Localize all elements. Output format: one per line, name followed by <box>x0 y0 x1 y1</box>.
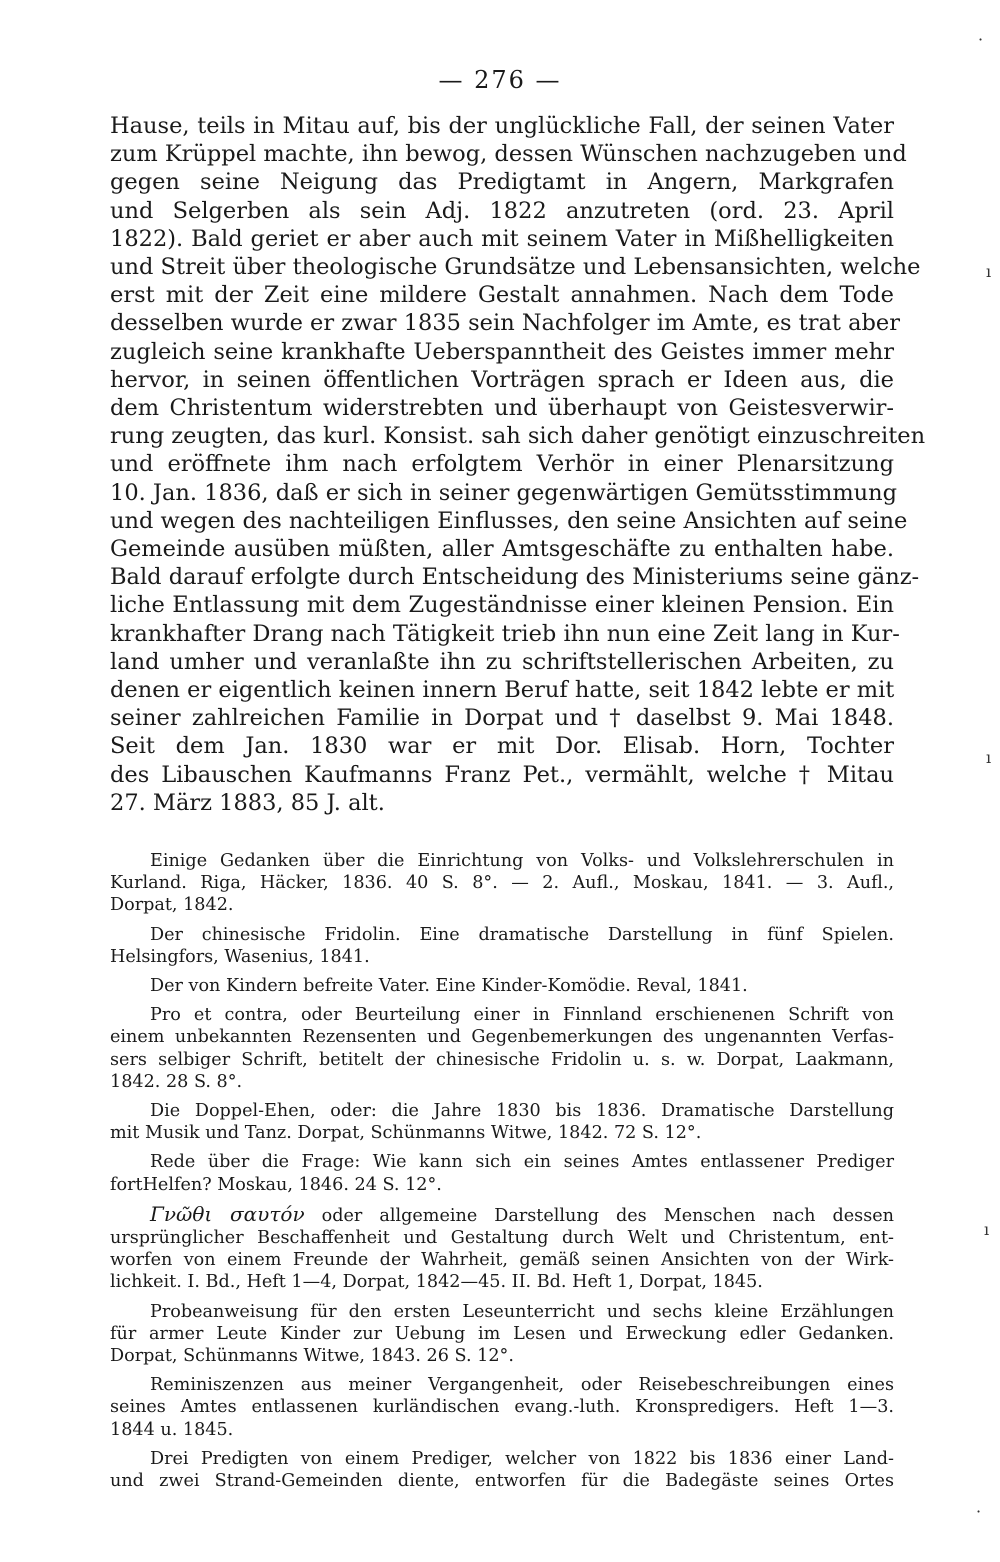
entry-line: Dorpat, 1842. <box>110 895 234 916</box>
bibliography-entry <box>110 1203 894 1294</box>
bibliography-entry <box>110 1100 894 1144</box>
entry-line: Einige Gedanken über die Einrichtung von Volks- und Volkslehrerschulen in <box>150 851 894 871</box>
text-line: desselben wurde er zwar 1835 sein Nachfolger im Amte, es trat aber <box>110 310 900 337</box>
main-text-block <box>110 112 926 817</box>
scan-mark: ı <box>984 1220 990 1239</box>
entry-line: Kurland. Riga, Häcker, 1836. 40 S. 8°. — 2. Aufl., Moskau, 1841. — 3. Aufl., <box>110 873 894 894</box>
text-line: und Selgerben als sein Adj. 1822 anzutreten (ord. 23. April <box>110 197 894 224</box>
text-line: des Libauschen Kaufmanns Franz Pet., vermählt, welche † Mitau <box>110 761 894 788</box>
entry-line: sers selbiger Schrift, betitelt der chinesische Fridolin u. s. w. Dorpat, Laakmann, <box>110 1049 894 1070</box>
entry-line: Dorpat, Schünmanns Witwe, 1843. 26 S. 12°. <box>110 1346 514 1367</box>
scan-mark: ı <box>986 262 992 281</box>
entry-line: lichkeit. I. Bd., Heft 1—4, Dorpat, 1842—45. II. Bd. Heft 1, Dorpat, 1845. <box>110 1272 763 1293</box>
text-line: Bald darauf erfolgte durch Entscheidung des Ministeriums seine gänz- <box>110 564 920 591</box>
entry-line: Die Doppel-Ehen, oder: die Jahre 1830 bis 1836. Dramatische Darstellung <box>150 1101 894 1122</box>
entry-line: Helsingfors, Wasenius, 1841. <box>110 946 370 967</box>
text-line: Seit dem Jan. 1830 war er mit Dor. Elisab. Horn, Tochter <box>110 733 894 760</box>
bibliography-entry <box>110 1301 894 1368</box>
text-line: 1822). Bald geriet er aber auch mit seinem Vater in Mißhelligkeiten <box>110 225 894 252</box>
text-line: erst mit der Zeit eine mildere Gestalt annahmen. Nach dem Tode <box>110 282 894 309</box>
entry-line: Der chinesische Fridolin. Eine dramatische Darstellung in fünf Spielen. <box>150 924 894 945</box>
entry-line: für armer Leute Kinder zur Uebung im Lesen und Erweckung edler Gedanken. <box>110 1323 894 1344</box>
text-line: seiner zahlreichen Familie in Dorpat und † daselbst 9. Mai 1848. <box>110 705 894 732</box>
scan-mark: · <box>978 30 984 49</box>
scan-mark: · <box>976 1502 982 1521</box>
entry-line: ursprünglicher Beschaffenheit und Gestaltung durch Welt und Christentum, ent- <box>110 1228 894 1249</box>
text-line: zugleich seine krankhafte Ueberspanntheit des Geistes immer mehr <box>110 338 894 365</box>
entry-line: Der von Kindern befreite Vater. Eine Kinder-Komödie. Reval, 1841. <box>150 976 748 997</box>
bibliography-entry <box>110 924 894 968</box>
entry-line: fortHelfen? Moskau, 1846. 24 S. 12°. <box>110 1174 442 1195</box>
text-line: 10. Jan. 1836, daß er sich in seiner gegenwärtigen Gemütsstimmung <box>110 479 898 506</box>
bibliography-entry <box>110 1374 894 1441</box>
greek-title: Γνῶθι σαυτόν <box>150 1201 305 1226</box>
page-number: — 276 — <box>438 66 562 94</box>
entry-line: und zwei Strand-Gemeinden diente, entworfen für die Badegäste seines Ortes <box>110 1471 894 1492</box>
entry-line: worfen von einem Freunde der Wahrheit, gemäß seinen Ansichten von der Wirk- <box>110 1250 894 1271</box>
bibliography-entry <box>110 1151 894 1195</box>
entry-line: einem unbekannten Rezensenten und Gegenbemerkungen des ungenannten Verfas- <box>110 1027 894 1048</box>
text-line: gegen seine Neigung das Predigtamt in Angern, Markgrafen <box>110 169 894 196</box>
entry-line: Reminiszenzen aus meiner Vergangenheit, oder Reisebeschreibungen eines <box>150 1375 894 1396</box>
bibliography-entry <box>110 1448 894 1492</box>
text-line: und eröffnete ihm nach erfolgtem Verhör in einer Plenarsitzung <box>110 451 894 478</box>
text-line: dem Christentum widerstrebten und überhaupt von Geistesverwir- <box>110 395 894 422</box>
text-line: und Streit über theologische Grundsätze und Lebensansichten, welche <box>110 254 921 281</box>
entry-line: 1844 u. 1845. <box>110 1419 234 1440</box>
entry-line: mit Musik und Tanz. Dorpat, Schünmanns Witwe, 1842. 72 S. 12°. <box>110 1123 702 1144</box>
scan-mark: ı <box>986 748 992 767</box>
entry-line: 1842. 28 S. 8°. <box>110 1071 243 1092</box>
bibliography-entry <box>110 975 894 997</box>
text-line: krankhafter Drang nach Tätigkeit trieb ihn nun eine Zeit lang in Kur- <box>110 620 900 647</box>
text-line: zum Krüppel machte, ihn bewog, dessen Wünschen nachzugeben und <box>110 141 907 168</box>
entry-line <box>110 1203 894 1227</box>
text-line: Gemeinde ausüben müßten, aller Amtsgeschäfte zu enthalten habe. <box>110 536 894 563</box>
entry-line: seines Amtes entlassenen kurländischen evang.-luth. Kronspredigers. Heft 1—3. <box>110 1397 894 1418</box>
text-line: hervor, in seinen öffentlichen Vorträgen sprach er Ideen aus, die <box>110 366 894 393</box>
text-line: 27. März 1883, 85 J. alt. <box>110 789 385 816</box>
bibliography-entry <box>110 850 894 917</box>
entry-line: Drei Predigten von einem Prediger, welcher von 1822 bis 1836 einer Land- <box>150 1448 894 1469</box>
entry-line: Rede über die Frage: Wie kann sich ein seines Amtes entlassener Prediger <box>150 1152 894 1173</box>
text-line: und wegen des nachteiligen Einflusses, den seine Ansichten auf seine <box>110 507 908 534</box>
text-line: denen er eigentlich keinen innern Beruf hatte, seit 1842 lebte er mit <box>110 677 895 704</box>
bibliography-list <box>110 850 894 1499</box>
text-line: Hause, teils in Mitau auf, bis der unglückliche Fall, der seinen Vater <box>110 113 894 139</box>
text-line: rung zeugten, das kurl. Konsist. sah sich daher genötigt einzuschreiten <box>110 423 926 450</box>
bibliography-entry <box>110 1004 894 1093</box>
entry-line: Pro et contra, oder Beurteilung einer in Finnland erschienenen Schrift von <box>150 1005 894 1026</box>
entry-line: Probeanweisung für den ersten Leseunterricht und sechs kleine Erzählungen <box>150 1301 894 1322</box>
entry-line-text: oder allgemeine Darstellung des Menschen nach dessen <box>304 1205 894 1226</box>
text-line: liche Entlassung mit dem Zugeständnisse einer kleinen Pension. Ein <box>110 592 894 619</box>
text-line: land umher und veranlaßte ihn zu schriftstellerischen Arbeiten, zu <box>110 648 894 675</box>
